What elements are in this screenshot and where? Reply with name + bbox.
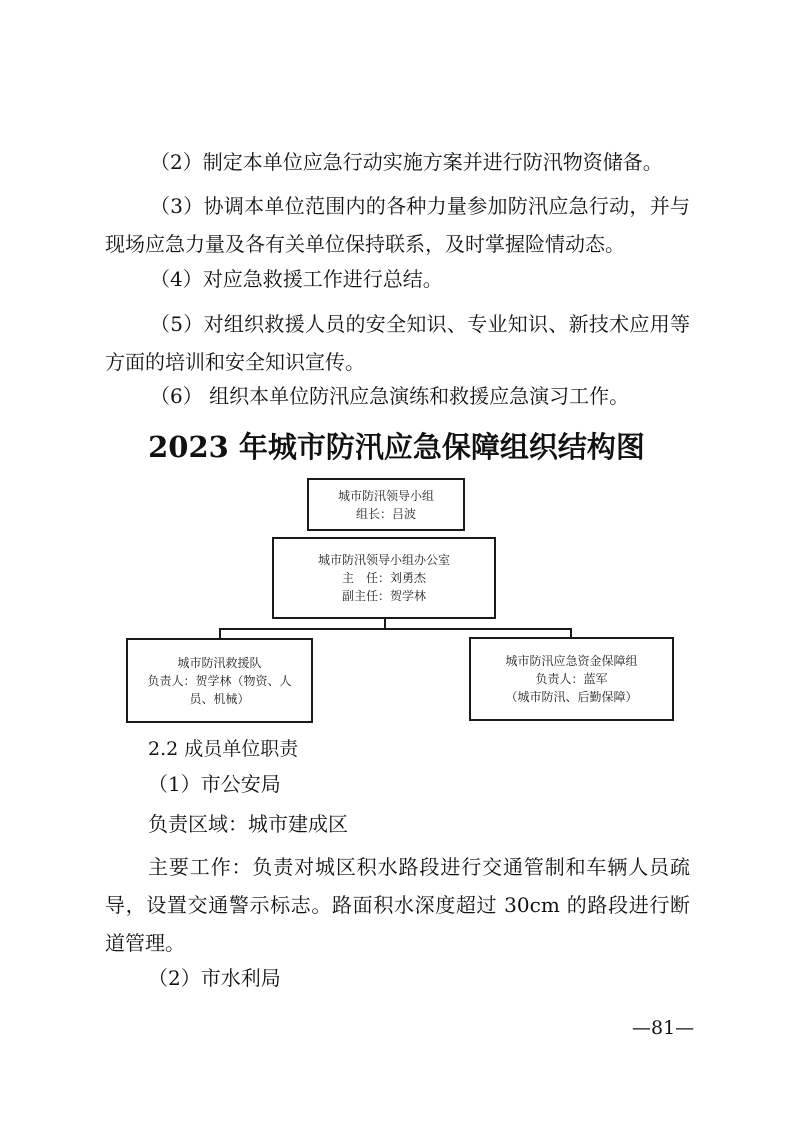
section-item-1-work: 主要工作：负责对城区积水路段进行交通管制和车辆人员疏导，设置交通警示标志。路面积水深度超过 30cm 的路段进行断道管理。 [105,855,690,955]
rescue-team-name: 城市防汛救援队 [177,655,262,670]
leading-group-box [307,478,465,531]
paragraph-item-4: （4）对应急救援工作进行总结。 [150,267,443,291]
rescue-team-box [126,638,313,723]
paragraph-item-3: （3）协调本单位范围内的各种力量参加防汛应急行动，并与现场应急力量及各有关单位保持联系，及时掌握险情动态。 [105,194,690,256]
section-item-2-title: （2）市水利局 [148,966,281,990]
section-item-1-area: 负责区域：城市建成区 [148,812,348,836]
section-item-1-title: （1）市公安局 [148,772,281,796]
leading-group-name: 城市防汛领导小组 [337,488,434,503]
paragraph-item-5: （5）对组织救援人员的安全知识、专业知识、新技术应用等方面的培训和安全知识宣传。 [105,312,690,374]
funding-group-name: 城市防汛应急资金保障组 [505,654,638,668]
leading-group-leader: 组长：吕波 [355,506,416,521]
office-name: 城市防汛领导小组办公室 [317,553,450,567]
office-deputy: 副主任：贺学林 [341,589,426,603]
paragraph-item-6: （6） 组织本单位防汛应急演练和救援应急演习工作。 [150,384,630,408]
office-director: 主 任：刘勇杰 [341,571,426,585]
connector-horizontal [219,628,572,630]
paragraph-item-2: （2）制定本单位应急行动实施方案并进行防汛物资储备。 [150,150,663,174]
section-heading: 2.2 成员单位职责 [148,738,299,760]
rescue-team-responsible: 负责人：贺学林（物资、人员、机械） [147,673,292,706]
org-chart-title: 2023 年城市防汛应急保障组织结构图 [148,430,645,464]
funding-group-box [469,637,674,721]
funding-group-scope: （城市防汛、后勤保障） [505,690,638,704]
funding-group-responsible: 负责人：蓝军 [535,672,608,686]
page-number: —81— [632,1017,695,1039]
office-box [272,537,496,619]
